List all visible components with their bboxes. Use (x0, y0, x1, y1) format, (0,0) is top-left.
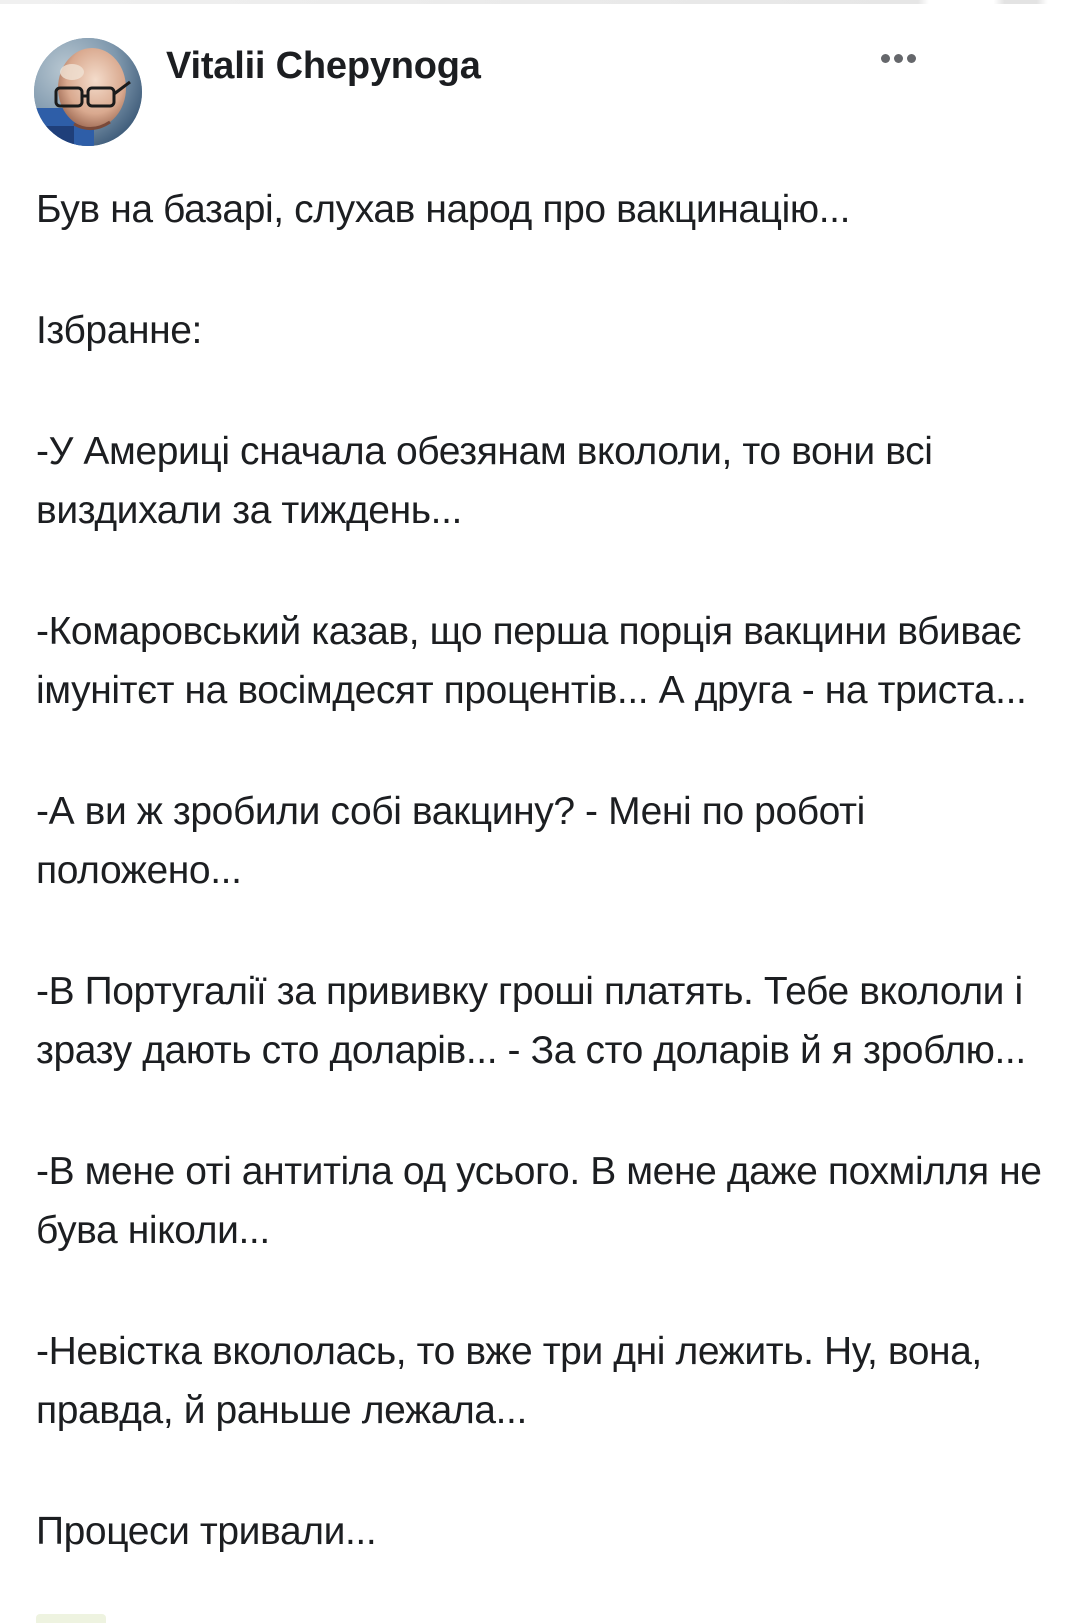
post-text (36, 180, 1046, 1623)
post-paragraph: Процеси тривали... (36, 1510, 377, 1553)
post-paragraph: -В мене оті антитіла од усього. В мене даже похмілля не бува ніколи... (36, 1150, 1042, 1252)
avatar[interactable] (34, 38, 142, 146)
author-name[interactable]: Vitalii Chepynoga (166, 45, 481, 87)
post-paragraph: -У Америці сначала обезянам вкололи, то вони всі виздихали за тиждень... (36, 430, 933, 532)
post-paragraph: -А ви ж зробили собі вакцину? - Мені по роботі положено... (36, 790, 865, 892)
avatar-photo-icon (34, 38, 142, 146)
post-paragraph: Ізбранне: (36, 309, 202, 352)
post-header (34, 38, 1080, 146)
post-paragraph: -В Португалії за прививку гроші платять. Тебе вкололи і зразу дають сто доларів... - За сто доларів й я зроблю... (36, 970, 1026, 1072)
more-options-button[interactable] (868, 42, 928, 74)
post-paragraph: Був на базарі, слухав народ про вакцинацію... (36, 188, 851, 231)
post-paragraph: -Комаровський казав, що перша порція вакцини вбиває імунітєт на восімдесят процентів... А друга - на триста... (36, 610, 1027, 712)
more-dot-icon (907, 54, 916, 63)
post-paragraph: -Невістка вкололась, то вже три дні лежить. Ну, вона, правда, й раньше лежала... (36, 1330, 982, 1432)
reaction-bar-edge (36, 1614, 106, 1623)
more-dot-icon (894, 54, 903, 63)
more-dot-icon (881, 54, 890, 63)
top-edge (0, 0, 1080, 4)
